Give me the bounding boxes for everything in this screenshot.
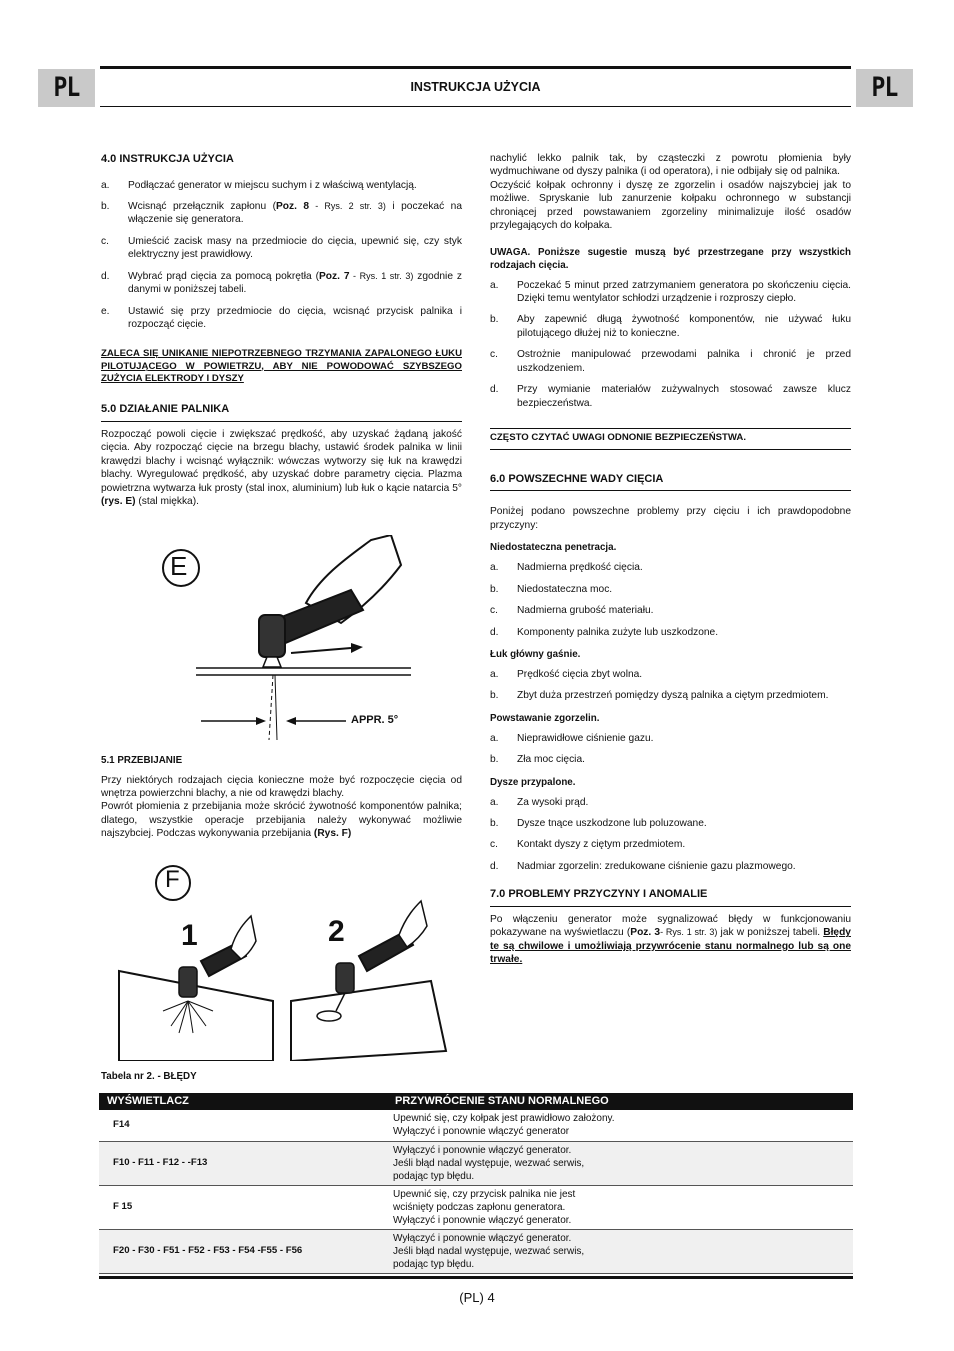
section-5-1-title: 5.1 PRZEBIJANIE [101,754,183,766]
pilot-arc-warning: ZALECA SIĘ UNIKANIE NIEPOTRZEBNEGO TRZYMANIA ZAPALONEGO ŁUKU PILOTUJĄCEGO W POWIETRZU, ABY NIE POWODOWAĆ SZYBSZEGO ZUŻYCIA ELEKTRODY I DYSZY [101,347,462,385]
list-item: d. Przy wymianie materiałów zużywalnych stosować zawsze klucz bezpieczeństwa. [490,384,851,409]
list-item: a. Nadmierna prędkość cięcia. [490,562,643,574]
figure-f-letter: F [165,865,180,893]
section-6-intro: Poniżej podano powszechne problemy przy cięciu i ich prawdopodobne przyczyny: [490,506,851,531]
figure-e-letter: E [170,550,188,581]
table-caption: Tabela nr 2. - BŁĘDY [101,1071,197,1082]
section-7-title: 7.0 PROBLEMY PRZYCZYNY I ANOMALIE [490,887,851,907]
table-row [99,1185,853,1229]
group-title: Powstawanie zgorzelin. [490,712,600,724]
section-6-title: 6.0 POWSZECHNE WADY CIĘCIA [490,472,851,492]
figure-f-step-2: 2 [328,914,345,948]
piercing-continued: nachylić lekko palnik tak, by cząsteczki z powrotu płomienia były wydmuchiwane od dyszy palnika (i od operatora), i nie odbijały się od palnika. [490,153,851,178]
list-item: b. Dysze tnące uszkodzone lub poluzowane. [490,818,707,830]
list-item: d. Nadmiar zgorzelin: zredukowane ciśnienie gazu plazmowego. [490,860,796,872]
list-item: b. Zła moc cięcia. [490,754,585,766]
list-item: b. Wcisnąć przełącznik zapłonu (Poz. 8 - Rys. 2 str. 3) i poczekać na włączenie się generatora. [101,200,462,226]
group-list [490,561,851,639]
group-list [490,668,851,703]
table-row [99,1229,853,1273]
group-list [490,796,851,874]
section-5-text: Rozpocząć powoli cięcie i zwiększać prędkość, aby uzyskać żądaną jakość cięcia. Aby rozpocząć cięcie na brzegu blachy, ustawić środek palnika w linii krawędzi blachy i wcisnąć wyłącznik: wówczas wytworzy się łuk na krawędzi blachy. Wyregulować prędkość, aby uzyskać dobre parametry cięcia. Plazma powietrzna wytwarza łuk prosty (stal inox, aluminium) lub łuk o kącie natarcia 5° (rys. E) (stal miękka). [101,428,462,508]
section-5-1-p1: Przy niektórych rodzajach cięcia konieczne może być rozpoczęcie cięcia od wnętrza powierzchni blachy, a nie od krawędzi blachy. [101,774,462,800]
list-item: d. Komponenty palnika zużyte lub uszkodzone. [490,626,719,638]
safety-note: CZĘSTO CZYTAĆ UWAGI ODNONIE BEZPIECZEŃSTWA. [490,428,851,450]
figure-e-drawing [101,535,462,745]
error-code: F10 - F11 - F12 - -F13 [99,1141,387,1185]
list-item: c. Kontakt dyszy z ciętym przedmiotem. [490,839,686,851]
uwaga-list [490,279,851,411]
figure-e [101,535,462,745]
page-number: (PL) 4 [459,1290,495,1305]
page-title: INSTRUKCJA UŻYCIA [410,80,541,94]
lang-tab-left: PL [38,69,95,107]
table-header-restore: PRZYWRÓCENIE STANU NORMALNEGO [387,1093,853,1110]
section-4-list [101,179,462,332]
list-item: a. Prędkość cięcia zbyt wolna. [490,668,643,680]
figure-e-label: APPR. 5° [351,713,399,726]
section-4-title: 4.0 INSTRUKCJA UŻYCIA [101,153,234,165]
list-item: b. Niedostateczna moc. [490,583,613,595]
list-item: a. Podłączać generator w miejscu suchym i z właściwą wentylacją. [101,179,417,191]
right-column [490,152,851,967]
list-item: a. Nieprawidłowe ciśnienie gazu. [490,732,654,744]
left-column [101,152,462,1061]
group-list [490,732,851,767]
figure-f-step-1: 1 [181,918,198,952]
restore-text: Wyłączyć i ponownie włączyć generator. Jeśli błąd nadal występuje, wezwać serwis, podając typ błędu. [387,1229,853,1273]
list-item: a. Poczekać 5 minut przed zatrzymaniem generatora po skończeniu cięcia. Dzięki temu wentylator schłodzi urządzenie i rozproszy ciepło. [490,279,851,305]
restore-text: Upewnić się, czy kołpak jest prawidłowo założony. Wyłączyć i ponownie włączyć generator [387,1110,853,1141]
group-title: Łuk główny gaśnie. [490,649,581,660]
header-rule-bottom [100,106,851,107]
group-title: Dysze przypalone. [490,776,576,788]
list-item: c. Nadmierna grubość materiału. [490,605,654,617]
list-item: c. Umieścić zacisk masy na przedmiocie do cięcia, upewnić się, czy styk elektryczny jest prawidłowy. [101,235,462,261]
section-5-title: 5.0 DZIAŁANIE PALNIKA [101,402,462,422]
list-item: e. Ustawić się przy przedmiocie do cięcia, wcisnąć przycisk palnika i rozpocząć cięcie. [101,305,462,331]
list-item: d. Wybrać prąd cięcia za pomocą pokrętła (Poz. 7 - Rys. 1 str. 3) zgodnie z danymi w poniższej tabeli. [101,270,462,296]
error-code: F20 - F30 - F51 - F52 - F53 - F54 -F55 - F56 [99,1229,387,1273]
group-title: Niedostateczna penetracja. [490,542,617,554]
section-5-1-p2: Powrót płomienia z przebijania może skrócić żywotność komponentów palnika; dlatego, wszystkie operacje przebijania należy wykonywać możliwie najszybciej. Podczas wykonywania przebijania (Rys. F) [101,801,462,840]
list-item: a. Za wysoki prąd. [490,796,589,808]
figure-f-drawing [101,861,462,1061]
restore-text: Upewnić się, czy przycisk palnika nie jest wciśnięty podczas zapłonu generatora. Wyłączyć i ponownie włączyć generator. [387,1185,853,1229]
section-7-text: Po włączeniu generator może sygnalizować błędy w funkcjonowaniu pokazywane na wyświetlaczu (Poz. 3- Rys. 1 str. 3) jak w poniższej tabeli. Błędy te są chwilowe i umożliwiają przywrócenie stanu normalnego lub są one trwałe. [490,913,851,966]
cleaning-text: Oczyścić kołpak ochronny i dyszę ze zgorzelin i osadów najszybciej jak to możliwe. Spryskanie lub zanurzenie kołpaku ochronnego w substancji chroniącej przed powstawaniem zgorzeliny minimalizuje ilość osadów przylegających do kołpaka. [490,179,851,232]
list-item: b. Zbyt duża przestrzeń pomiędzy dyszą palnika a ciętym przedmiotem. [490,690,829,702]
table-end-rule [99,1276,853,1279]
errors-table [99,1093,853,1274]
uwaga-note: UWAGA. Poniższe sugestie muszą być przestrzegane przy wszystkich rodzajach cięcia. [490,246,851,271]
table-header-display: WYŚWIETLACZ [99,1093,387,1110]
list-item: c. Ostrożnie manipulować przewodami palnika i chronić je przed uszkodzeniem. [490,349,851,374]
error-code: F 15 [99,1185,387,1229]
figure-f [101,861,462,1061]
table-row [99,1110,853,1141]
lang-tab-right: PL [856,69,913,107]
header-rule-top [100,66,851,69]
list-item: b. Aby zapewnić długą żywotność komponentów, nie używać łuku pilotującego dłużej niż to konieczne. [490,314,851,339]
table-row [99,1141,853,1185]
restore-text: Wyłączyć i ponownie włączyć generator. Jeśli błąd nadal występuje, wezwać serwis, podając typ błędu. [387,1141,853,1185]
error-code: F14 [99,1110,387,1141]
